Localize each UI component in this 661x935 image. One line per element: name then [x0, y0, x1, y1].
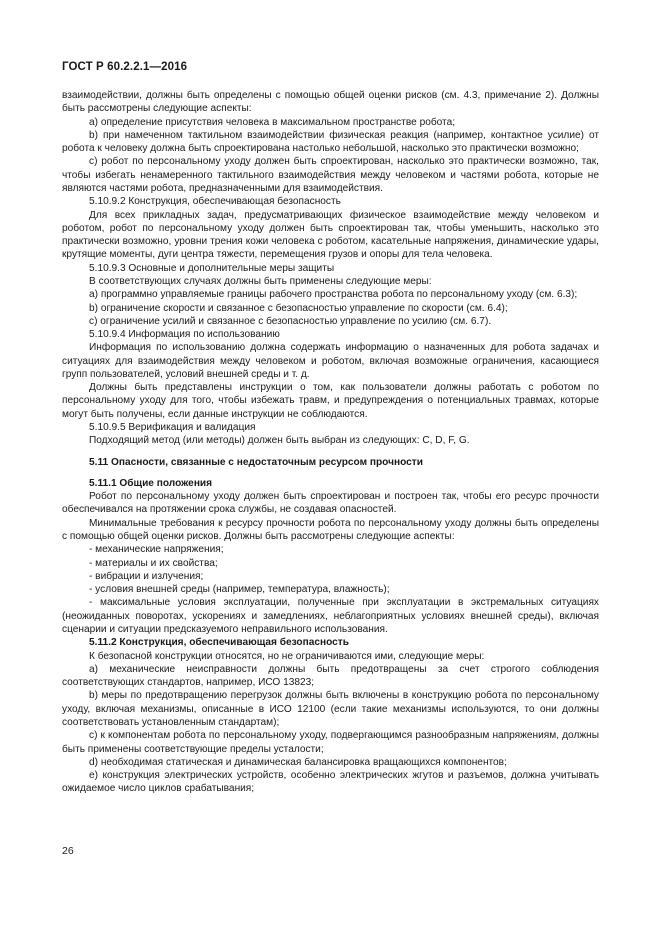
list-item: b) при намеченном тактильном взаимодействии физическая реакция (например, контактное усилие) от робота к человеку должна быть спроектирована настолько небольшой, насколько это практически возможно; — [62, 129, 599, 155]
page-number: 26 — [62, 845, 74, 857]
list-item: - механические напряжения; — [89, 544, 224, 556]
paragraph: К безопасной конструкции относятся, но не ограничиваются ими, следующие меры: — [89, 650, 485, 662]
list-item: c) робот по персональному уходу должен быть спроектирован, насколько это практически возможно, так, чтобы избегать ненамеренного тактильного взаимодействия между человеком и частями робота, которые не являются частями робота, предназначенными для взаимодействия. — [62, 156, 599, 194]
list-item: b) ограничение скорости и связанное с безопасностью управление по скорости (см. 6.4); — [89, 302, 508, 314]
paragraph: Робот по персональному уходу должен быть спроектирован и построен так, чтобы его ресурс прочности обеспечивался на протяжении срока службы, не создавая опасностей. — [62, 491, 599, 516]
paragraph: взаимодействии, должны быть определены с помощью общей оценки рисков (см. 4.3, примечание 2). Должны быть рассмотрены следующие аспекты: — [62, 90, 599, 115]
subsection-heading: 5.10.9.3 Основные и дополнительные меры защиты — [89, 262, 335, 274]
subsection-heading: 5.11.1 Общие положения — [89, 477, 213, 489]
subsection-heading: 5.10.9.5 Верификация и валидация — [89, 422, 256, 434]
subsection-heading: 5.10.9.2 Конструкция, обеспечивающая безопасность — [89, 196, 341, 208]
paragraph: Информация по использованию должна содержать информацию о назначенных для робота задачах и ситуациях для взаимодействия между человеком и роботом, включая возможные ограничения, касающиеся групп пользователей, условий внешней среды и т. д. — [62, 342, 599, 380]
list-item: a) программно управляемые границы рабочего пространства робота по персональному уходу (см. 6.3); — [89, 289, 578, 301]
list-item: d) необходимая статическая и динамическая балансировка вращающихся компонентов; — [89, 756, 507, 768]
list-item: - вибрации и излучения; — [89, 570, 204, 582]
list-item: c) ограничение усилий и связанное с безопасностью управление по усилию (см. 6.7). — [89, 315, 492, 327]
paragraph: Минимальные требования к ресурсу прочности робота по персональному уходу должны быть определены с помощью общей оценки рисков. Должны быть рассмотрены следующие аспекты: — [62, 517, 599, 542]
paragraph: Подходящий метод (или методы) должен быть выбран из следующих: C, D, F, G. — [89, 435, 470, 447]
paragraph: В соответствующих случаях должны быть применены следующие меры: — [89, 275, 432, 287]
list-item: a) механические неисправности должны быть предотвращены за счет строгого соблюдения соответствующих стандартов, например, ИСО 13823; — [62, 663, 599, 689]
standard-header: ГОСТ Р 60.2.2.1—2016 — [62, 61, 188, 73]
list-item: - условия внешней среды (например, температура, влажность); — [89, 584, 390, 596]
list-item: a) определение присутствия человека в максимальном пространстве робота; — [89, 116, 456, 128]
list-item: b) меры по предотвращению перегрузок должны быть включены в конструкцию робота по персональному уходу, включая механизмы, описанные в ИСО 12100 (если такие механизмы используются, то они должны соответствовать установленным стандартам); — [62, 690, 599, 728]
paragraph: Должны быть представлены инструкции о том, как пользователи должны работать с роботом по персональному уходу для того, чтобы избежать травм, и предупреждения о потенциальных травмах, которые могут быть получены, если данные инструкции не соблюдаются. — [62, 382, 599, 420]
list-item: - материалы и их свойства; — [89, 557, 218, 569]
section-heading: 5.11 Опасности, связанные с недостаточным ресурсом прочности — [89, 456, 423, 468]
document-body — [62, 89, 599, 796]
list-item: - максимальные условия эксплуатации, полученные при эксплуатации в экстремальных ситуациях (неожиданных поворотах, ускорениях и замедлениях, неблагоприятных условиях внешней среды), включая сценарии и ситуации предсказуемого неправильного использования. — [62, 597, 599, 635]
subsection-heading: 5.11.2 Конструкция, обеспечивающая безопасность — [89, 637, 349, 649]
subsection-heading: 5.10.9.4 Информация по использованию — [89, 329, 280, 341]
paragraph: Для всех прикладных задач, предусматривающих физическое взаимодействие между человеком и роботом, робот по персональному уходу должен быть спроектирован так, чтобы уменьшить, насколько это практически возможно, уровни трения кожи человека с роботом, касательные напряжения, динамические удары, крутящие моменты, дуги центра тяжести, перемещения грузов и опоры для тела человека. — [62, 209, 599, 261]
list-item: e) конструкция электрических устройств, особенно электрических жгутов и разъемов, должна учитывать ожидаемое число циклов срабатывания; — [62, 770, 599, 795]
list-item: c) к компонентам робота по персональному уходу, подвергающимся разнообразным напряжениям, должны быть применены соответствующие пределы усталости; — [62, 730, 599, 755]
